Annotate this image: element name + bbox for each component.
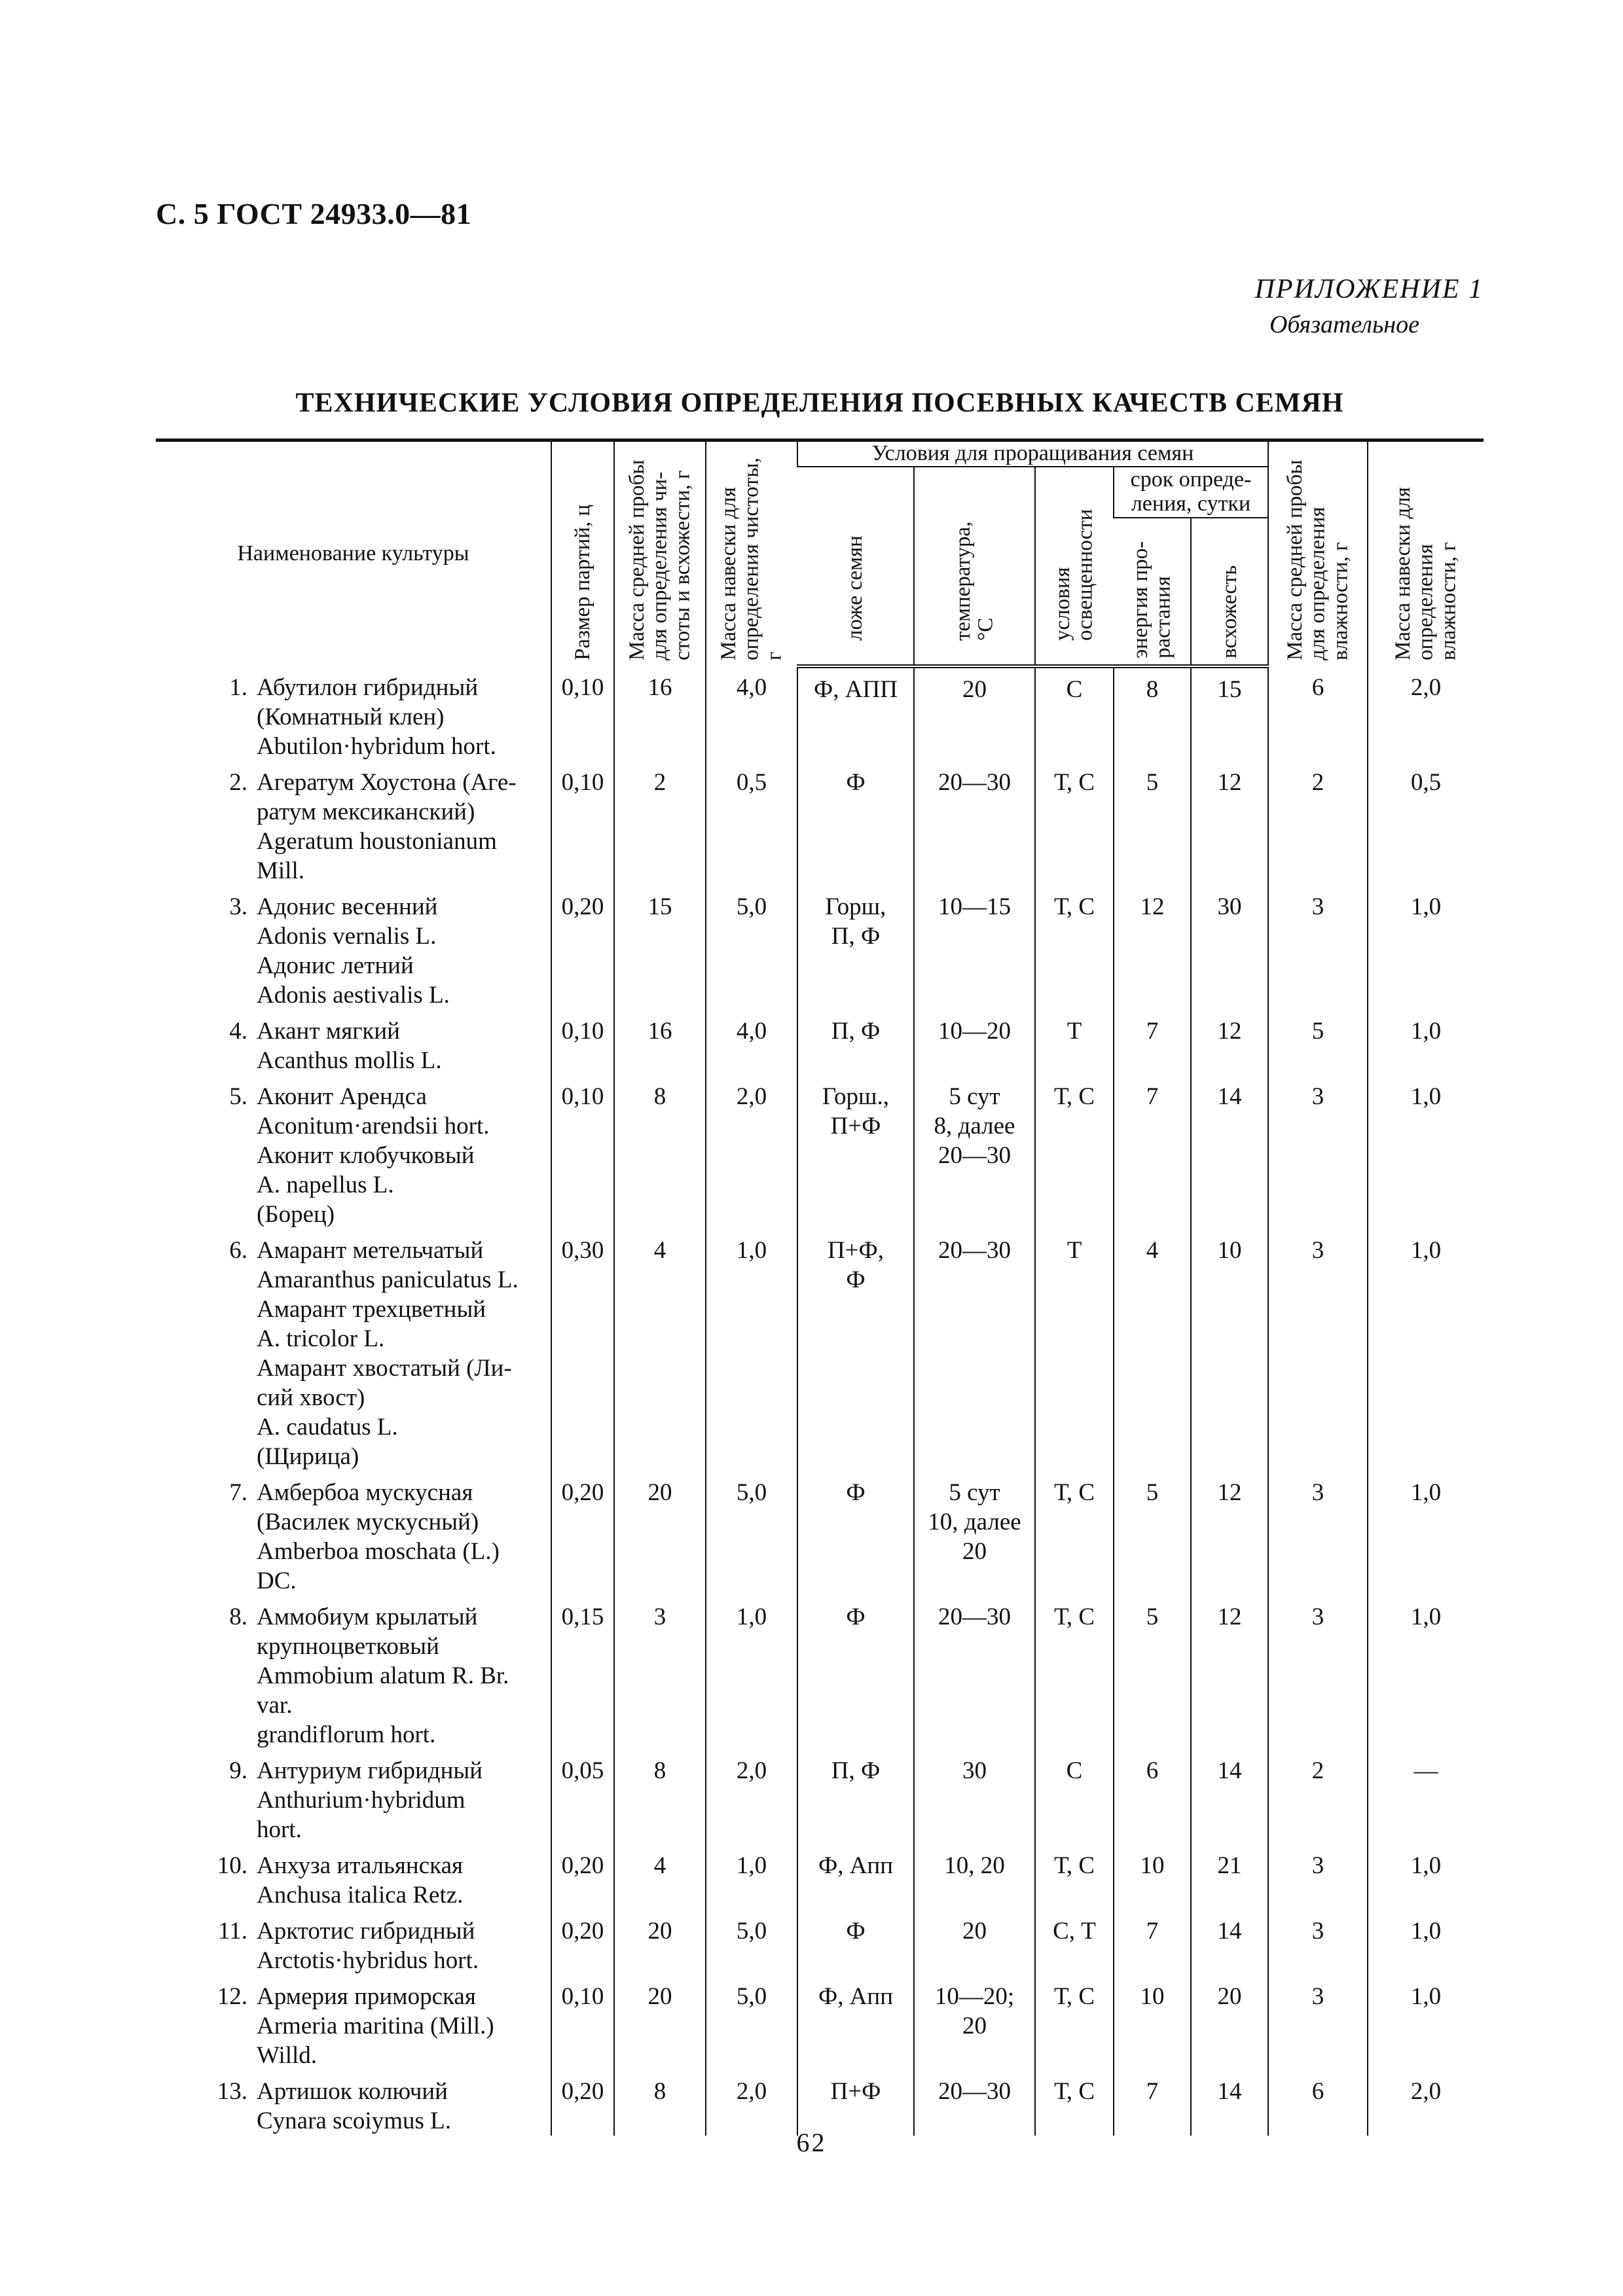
table-row	[156, 1471, 1484, 1596]
row-number: 3.	[229, 893, 247, 920]
seed-bed-cell	[797, 1596, 914, 1749]
light-conditions-cell: С	[1035, 666, 1114, 761]
row-number: 4.	[229, 1017, 247, 1045]
germination-energy-cell: 7	[1114, 2070, 1191, 2136]
temperature-cell-line: 30	[962, 1757, 987, 1784]
culture-name-line: grandiflorum hort.	[257, 1721, 436, 1748]
light-conditions-cell: Т	[1035, 1010, 1114, 1075]
germination-conditions-header: Условия для проращивания семян	[797, 440, 1268, 467]
sample-purity-cell: 20	[614, 1910, 706, 1975]
culture-name-line: Амарант хвостатый (Ли-	[257, 1354, 512, 1382]
culture-name-line: Ammobium alatum R. Br.	[257, 1662, 509, 1689]
weight-purity-cell: 5,0	[706, 886, 797, 1010]
culture-name-cell	[156, 1596, 551, 1749]
weight-moisture-cell: 1,0	[1368, 1975, 1484, 2070]
culture-name-cell	[156, 1975, 551, 2070]
seed-bed-cell-line: Ф	[846, 768, 866, 796]
culture-name-line: Ageratum houstonianum	[257, 827, 497, 855]
row-number: 10.	[217, 1852, 247, 1879]
culture-name-cell	[156, 1749, 551, 1844]
table-row	[156, 1975, 1484, 2070]
culture-name-cell	[156, 1229, 551, 1471]
seed-bed-cell-line: Горш.,	[822, 1083, 890, 1110]
col-germination-label: всхожесть	[1217, 565, 1241, 658]
temperature-cell-line: 10—20;	[934, 1982, 1015, 2010]
weight-moisture-cell: —	[1368, 1749, 1484, 1844]
seed-bed-cell-line: Ф, АПП	[814, 675, 898, 703]
germination-cell: 12	[1191, 761, 1268, 886]
culture-name-line: Acanthus mollis L.	[257, 1047, 442, 1074]
col-light-header	[1035, 467, 1114, 666]
table-body	[156, 666, 1484, 2136]
col-energy-header	[1114, 518, 1191, 666]
lot-size-cell: 0,20	[551, 1910, 614, 1975]
culture-name-line: DC.	[257, 1567, 297, 1594]
sample-purity-cell: 15	[614, 886, 706, 1010]
seed-bed-cell	[797, 666, 914, 761]
lot-size-cell: 0,10	[551, 666, 614, 761]
col-temp-label: температура, °С	[951, 521, 998, 641]
weight-purity-cell: 0,5	[706, 761, 797, 886]
temperature-cell-line: 5 сут	[949, 1083, 1000, 1110]
seed-bed-cell-line: П, Ф	[831, 1757, 881, 1784]
col-weight-purity-label: Масса навески для определения чистоты, г	[717, 457, 786, 660]
culture-name-cell	[156, 1075, 551, 1229]
temperature-cell-line: 20	[962, 2012, 987, 2039]
lot-size-cell: 0,15	[551, 1596, 614, 1749]
col-lot-label: Размер партий, ц	[570, 504, 594, 660]
germination-energy-cell: 8	[1114, 666, 1191, 761]
sample-moisture-cell: 5	[1268, 1010, 1368, 1075]
weight-moisture-cell: 2,0	[1368, 666, 1484, 761]
sample-purity-cell: 8	[614, 1075, 706, 1229]
culture-name-line: Arctotis·hybridus hort.	[257, 1946, 479, 1974]
culture-name-line: Anchusa italica Retz.	[257, 1881, 464, 1909]
col-sample-moisture-label: Масса средней пробы для определения влажности, г	[1283, 459, 1353, 660]
culture-name	[257, 892, 539, 1010]
sample-moisture-cell: 3	[1268, 1471, 1368, 1596]
temperature-cell-line: 20—30	[938, 1603, 1011, 1630]
row-number: 9.	[229, 1757, 247, 1784]
lot-size-cell: 0,20	[551, 2070, 614, 2136]
col-weight-purity-header	[706, 440, 797, 666]
culture-name	[257, 1236, 539, 1471]
temperature-cell	[914, 886, 1035, 1010]
lot-size-cell: 0,05	[551, 1749, 614, 1844]
seed-bed-cell-line: Ф	[846, 1917, 866, 1945]
germination-cell: 21	[1191, 1844, 1268, 1910]
germination-cell: 14	[1191, 1910, 1268, 1975]
culture-name-line: A. napellus L.	[257, 1171, 394, 1198]
culture-name	[257, 1602, 539, 1749]
col-name-header: Наименование культуры	[156, 440, 551, 666]
appendix-number: ПРИЛОЖЕНИЕ 1	[1254, 274, 1484, 304]
page-header: С. 5 ГОСТ 24933.0—81	[156, 197, 472, 230]
weight-purity-cell: 5,0	[706, 1471, 797, 1596]
germination-cell: 10	[1191, 1229, 1268, 1471]
seed-bed-cell	[797, 1471, 914, 1596]
culture-name-line: Amberboa moschata (L.)	[257, 1537, 500, 1565]
culture-name-line: Армерия приморская	[257, 1982, 476, 2010]
seed-bed-cell	[797, 761, 914, 886]
sample-purity-cell: 4	[614, 1844, 706, 1910]
table-row	[156, 1910, 1484, 1975]
culture-name-line: Adonis aestivalis L.	[257, 981, 450, 1009]
culture-name-cell	[156, 1471, 551, 1596]
culture-name-line: A. caudatus L.	[257, 1413, 398, 1441]
culture-name-cell	[156, 886, 551, 1010]
weight-purity-cell: 4,0	[706, 1010, 797, 1075]
culture-name-line: Адонис весенний	[257, 893, 438, 920]
germination-cell: 14	[1191, 1749, 1268, 1844]
row-number: 5.	[229, 1083, 247, 1110]
germination-cell: 20	[1191, 1975, 1268, 2070]
lot-size-cell: 0,10	[551, 1075, 614, 1229]
culture-name-line: Адонис летний	[257, 952, 414, 979]
row-number: 6.	[229, 1236, 247, 1264]
seed-bed-cell-line: П+Ф,	[827, 1236, 884, 1264]
sample-moisture-cell: 3	[1268, 1975, 1368, 2070]
culture-name	[257, 1756, 539, 1844]
row-number: 1.	[229, 673, 247, 701]
culture-name-line: Артишок колючий	[257, 2077, 448, 2105]
light-conditions-cell: С, Т	[1035, 1910, 1114, 1975]
temperature-cell-line: 20—30	[938, 1141, 1011, 1169]
temperature-cell	[914, 1596, 1035, 1749]
germination-energy-cell: 6	[1114, 1749, 1191, 1844]
culture-name-line: Anthurium·hybridum	[257, 1786, 465, 1814]
culture-name-line: Абутилон гибридный	[257, 673, 479, 701]
col-energy-label: энергия прорастания	[1128, 541, 1175, 658]
seed-bed-cell	[797, 1075, 914, 1229]
culture-name-line: var.	[257, 1691, 293, 1719]
table-row	[156, 1075, 1484, 1229]
col-bed-header	[797, 467, 914, 666]
sample-purity-cell: 16	[614, 666, 706, 761]
culture-name-line: Агератум Хоустона (Аге-	[257, 768, 517, 796]
weight-moisture-cell: 1,0	[1368, 1596, 1484, 1749]
germination-energy-cell: 4	[1114, 1229, 1191, 1471]
temperature-cell-line: 5 сут	[949, 1479, 1000, 1506]
light-conditions-cell: Т, С	[1035, 761, 1114, 886]
col-weight-moisture-header	[1368, 440, 1484, 666]
table-row	[156, 761, 1484, 886]
col-sample-purity-header	[614, 440, 706, 666]
germination-cell: 12	[1191, 1471, 1268, 1596]
germination-cell: 12	[1191, 1010, 1268, 1075]
culture-name	[257, 1478, 539, 1596]
seed-bed-cell	[797, 1975, 914, 2070]
temperature-cell	[914, 666, 1035, 761]
culture-name-cell	[156, 761, 551, 886]
culture-name	[257, 1916, 539, 1975]
culture-name-line: Cynara scoiymus L.	[257, 2107, 451, 2134]
sample-purity-cell: 16	[614, 1010, 706, 1075]
culture-name-line: Abutilon·hybridum hort.	[257, 732, 496, 760]
sample-purity-cell: 2	[614, 761, 706, 886]
seed-bed-cell-line: П+Ф	[830, 2077, 881, 2105]
weight-moisture-cell: 1,0	[1368, 1910, 1484, 1975]
germination-cell: 14	[1191, 2070, 1268, 2136]
seed-bed-cell-line: П, Ф	[831, 922, 881, 950]
culture-name-line: ратум мексиканский)	[257, 798, 475, 825]
col-bed-label: ложе семян	[843, 535, 867, 641]
sample-moisture-cell: 6	[1268, 666, 1368, 761]
culture-name-cell	[156, 2070, 551, 2136]
lot-size-cell: 0,10	[551, 1010, 614, 1075]
culture-name-line: Amaranthus paniculatus L.	[257, 1266, 519, 1293]
col-germination-header	[1191, 518, 1268, 666]
germination-cell: 15	[1191, 666, 1268, 761]
culture-name	[257, 673, 539, 761]
table-row	[156, 2070, 1484, 2136]
culture-name-line: Акант мягкий	[257, 1017, 400, 1045]
table-row	[156, 1749, 1484, 1844]
seed-bed-cell-line: Горш,	[825, 893, 886, 920]
row-number: 13.	[217, 2077, 247, 2105]
light-conditions-cell: Т, С	[1035, 1075, 1114, 1229]
weight-purity-cell: 2,0	[706, 1075, 797, 1229]
weight-moisture-cell: 0,5	[1368, 761, 1484, 886]
culture-name	[257, 1982, 539, 2070]
culture-name-line: Амарант трехцветный	[257, 1295, 486, 1323]
germination-energy-cell: 7	[1114, 1910, 1191, 1975]
light-conditions-cell: Т, С	[1035, 2070, 1114, 2136]
temperature-cell	[914, 1910, 1035, 1975]
temperature-cell	[914, 1010, 1035, 1075]
seed-bed-cell-line: Ф, Апп	[818, 1852, 894, 1879]
light-conditions-cell: Т, С	[1035, 886, 1114, 1010]
culture-name-line: Арктотис гибридный	[257, 1917, 475, 1945]
table-row	[156, 1010, 1484, 1075]
sample-purity-cell: 20	[614, 1975, 706, 2070]
temperature-cell	[914, 1749, 1035, 1844]
temperature-cell	[914, 1844, 1035, 1910]
lot-size-cell: 0,30	[551, 1229, 614, 1471]
col-temp-header	[914, 467, 1035, 666]
temperature-cell	[914, 1471, 1035, 1596]
sample-purity-cell: 8	[614, 2070, 706, 2136]
temperature-cell	[914, 1975, 1035, 2070]
lot-size-cell: 0,20	[551, 1471, 614, 1596]
light-conditions-cell: Т, С	[1035, 1471, 1114, 1596]
temperature-cell-line: 20—30	[938, 768, 1011, 796]
weight-purity-cell: 1,0	[706, 1844, 797, 1910]
sample-moisture-cell: 3	[1268, 1596, 1368, 1749]
term-header: срок определения, сутки	[1114, 467, 1268, 518]
lot-size-cell: 0,20	[551, 886, 614, 1010]
sample-moisture-cell: 3	[1268, 1075, 1368, 1229]
row-number: 11.	[218, 1917, 247, 1945]
temperature-cell-line: 20	[962, 675, 987, 703]
germination-energy-cell: 5	[1114, 1596, 1191, 1749]
culture-name-line: (Щирица)	[257, 1443, 359, 1470]
culture-name-line: Амарант метельчатый	[257, 1236, 484, 1264]
culture-name-line: hort.	[257, 1816, 302, 1843]
page-number: 62	[796, 2128, 827, 2157]
weight-moisture-cell: 1,0	[1368, 1010, 1484, 1075]
germination-energy-cell: 12	[1114, 886, 1191, 1010]
temperature-cell-line: 20	[962, 1537, 987, 1565]
culture-name-cell	[156, 1910, 551, 1975]
seed-bed-cell	[797, 2070, 914, 2136]
col-sample-moisture-header	[1268, 440, 1368, 666]
culture-name-line: Willd.	[257, 2041, 318, 2069]
weight-moisture-cell: 1,0	[1368, 886, 1484, 1010]
culture-name-line: Антуриум гибридный	[257, 1757, 483, 1784]
culture-name-line: A. tricolor L.	[257, 1325, 385, 1352]
temperature-cell	[914, 1229, 1035, 1471]
temperature-cell-line: 10, 20	[944, 1852, 1005, 1879]
culture-name-line: Аммобиум крылатый	[257, 1603, 478, 1630]
weight-moisture-cell: 2,0	[1368, 2070, 1484, 2136]
weight-purity-cell: 1,0	[706, 1229, 797, 1471]
light-conditions-cell: Т, С	[1035, 1975, 1114, 2070]
culture-name-cell	[156, 1010, 551, 1075]
seed-bed-cell-line: Ф	[846, 1266, 866, 1293]
light-conditions-cell: Т, С	[1035, 1596, 1114, 1749]
weight-moisture-cell: 1,0	[1368, 1844, 1484, 1910]
lot-size-cell: 0,10	[551, 1975, 614, 2070]
germination-energy-cell: 7	[1114, 1010, 1191, 1075]
germination-cell: 12	[1191, 1596, 1268, 1749]
temperature-cell	[914, 2070, 1035, 2136]
seed-bed-cell-line: П+Ф	[830, 1112, 881, 1139]
culture-name-cell	[156, 1844, 551, 1910]
seed-bed-cell	[797, 1010, 914, 1075]
sample-moisture-cell: 2	[1268, 761, 1368, 886]
germination-energy-cell: 5	[1114, 761, 1191, 886]
appendix-label	[1255, 274, 1484, 339]
table-title: ТЕХНИЧЕСКИЕ УСЛОВИЯ ОПРЕДЕЛЕНИЯ ПОСЕВНЫХ КАЧЕСТВ СЕМЯН	[295, 388, 1344, 418]
seed-bed-cell-line: Ф	[846, 1479, 866, 1506]
light-conditions-cell: Т, С	[1035, 1844, 1114, 1910]
row-number: 12.	[217, 1982, 247, 2010]
sample-moisture-cell: 2	[1268, 1749, 1368, 1844]
sample-purity-cell: 4	[614, 1229, 706, 1471]
culture-name	[257, 1082, 539, 1229]
temperature-cell-line: 10—20	[938, 1017, 1011, 1045]
col-sample-purity-label: Масса средней пробы для определения чистоты и всхожести, г	[625, 459, 695, 660]
weight-moisture-cell: 1,0	[1368, 1075, 1484, 1229]
culture-name-line: Mill.	[257, 857, 304, 884]
culture-name-cell	[156, 666, 551, 761]
germination-energy-cell: 10	[1114, 1844, 1191, 1910]
table-row	[156, 886, 1484, 1010]
temperature-cell-line: 20—30	[938, 2077, 1011, 2105]
temperature-cell	[914, 1075, 1035, 1229]
seed-bed-cell	[797, 1749, 914, 1844]
col-lot-header	[551, 440, 614, 666]
culture-name-line: Adonis vernalis L.	[257, 922, 437, 950]
culture-name	[257, 1016, 539, 1075]
col-light-label: условия освещенности	[1051, 509, 1097, 641]
culture-name-line: сий хвост)	[257, 1384, 365, 1411]
culture-name	[257, 1851, 539, 1910]
col-weight-moisture-label: Масса навески для определения влажности, г	[1391, 487, 1461, 660]
germination-energy-cell: 5	[1114, 1471, 1191, 1596]
culture-name-line: Аконит Арендса	[257, 1083, 427, 1110]
sample-purity-cell: 20	[614, 1471, 706, 1596]
sample-moisture-cell: 6	[1268, 2070, 1368, 2136]
sample-moisture-cell: 3	[1268, 886, 1368, 1010]
culture-name-line: (Комнатный клен)	[257, 703, 445, 730]
light-conditions-cell: Т	[1035, 1229, 1114, 1471]
weight-purity-cell: 4,0	[706, 666, 797, 761]
temperature-cell-line: 20	[962, 1917, 987, 1945]
sample-moisture-cell: 3	[1268, 1910, 1368, 1975]
seed-bed-cell	[797, 886, 914, 1010]
row-number: 2.	[229, 768, 247, 796]
weight-purity-cell: 5,0	[706, 1975, 797, 2070]
seed-bed-cell	[797, 1844, 914, 1910]
germination-cell: 14	[1191, 1075, 1268, 1229]
seed-bed-cell-line: Ф, Апп	[818, 1982, 894, 2010]
seed-bed-cell	[797, 1229, 914, 1471]
sample-moisture-cell: 3	[1268, 1844, 1368, 1910]
culture-name-line: крупноцветковый	[257, 1632, 439, 1660]
culture-name-line: (Василек мускусный)	[257, 1508, 479, 1535]
row-number: 7.	[229, 1479, 247, 1506]
culture-name	[257, 768, 539, 886]
lot-size-cell: 0,20	[551, 1844, 614, 1910]
seed-bed-cell-line: Ф	[846, 1603, 866, 1630]
table-row	[156, 1844, 1484, 1910]
table-row	[156, 1229, 1484, 1471]
culture-name-line: Анхуза итальянская	[257, 1852, 464, 1879]
seed-bed-cell	[797, 1910, 914, 1975]
culture-name-line: Амбербоа мускусная	[257, 1479, 473, 1506]
lot-size-cell: 0,10	[551, 761, 614, 886]
temperature-cell-line: 10—15	[938, 893, 1011, 920]
weight-moisture-cell: 1,0	[1368, 1471, 1484, 1596]
weight-purity-cell: 2,0	[706, 2070, 797, 2136]
weight-purity-cell: 1,0	[706, 1596, 797, 1749]
light-conditions-cell: С	[1035, 1749, 1114, 1844]
temperature-cell	[914, 761, 1035, 886]
sample-purity-cell: 8	[614, 1749, 706, 1844]
seed-quality-table	[156, 439, 1484, 2136]
germination-energy-cell: 10	[1114, 1975, 1191, 2070]
weight-purity-cell: 5,0	[706, 1910, 797, 1975]
temperature-cell-line: 8, далее	[934, 1112, 1015, 1139]
sample-moisture-cell: 3	[1268, 1229, 1368, 1471]
seed-bed-cell-line: П, Ф	[831, 1017, 881, 1045]
weight-purity-cell: 2,0	[706, 1749, 797, 1844]
table-row	[156, 1596, 1484, 1749]
appendix-status: Обязательное	[1269, 311, 1419, 338]
table-row	[156, 666, 1484, 761]
temperature-cell-line: 20—30	[938, 1236, 1011, 1264]
temperature-cell-line: 10, далее	[928, 1508, 1021, 1535]
culture-name-line: (Борец)	[257, 1200, 335, 1228]
culture-name-line: Armeria maritina (Mill.)	[257, 2012, 494, 2039]
row-number: 8.	[229, 1603, 247, 1630]
weight-moisture-cell: 1,0	[1368, 1229, 1484, 1471]
germination-cell: 30	[1191, 886, 1268, 1010]
culture-name-line: Аконит клобучковый	[257, 1141, 475, 1169]
culture-name-line: Aconitum·arendsii hort.	[257, 1112, 490, 1139]
sample-purity-cell: 3	[614, 1596, 706, 1749]
germination-energy-cell: 7	[1114, 1075, 1191, 1229]
